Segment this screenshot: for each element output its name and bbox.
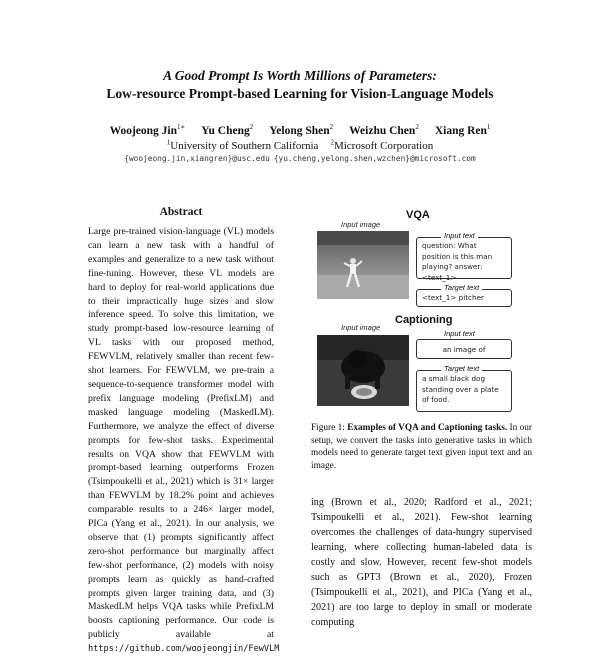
caption-input-text-box: an image of xyxy=(416,339,512,359)
abstract-text: Large pre-trained vision-language (VL) models can learn a new task with a handful of examples and generalize to a new task without fine-tuning. However, these VL models are hard to deploy for real-world applications due to their impractically huge sizes and slow inference speed. To solve this limitation, we study prompt-based low-resource learning of VL tasks with our proposed method, FEWVLM, relatively smaller than recent few-shot learners. For FEWVLM, we pre-train a sequence-to-sequence transformer model with prefix language modeling (PrefixLM) and masked language modeling (MaskedLM). Furthermore, we analyze the effect of diverse prompts for few-shot tasks. Experimental results on VQA show that FEWVLM with prompt-based learning outperforms Frozen (Tsimpoukelli et al., 2021) which is 31× larger than FEWVLM by 18.2% point and achieves comparable results to a 246× larger model, PICa (Yang et al., 2021). In our analysis, we observe that (1) prompts significantly affect zero-shot performance but marginally affect few-shot performance, (2) models with noisy prompts learn as quickly as hand-crafted prompts given larger training data, and (3) MaskedLM helps VQA tasks while PrefixLM boosts captioning performance. Our code is publicly available at xyxy=(88,226,274,641)
caption-bold: Examples of VQA and Captioning tasks. xyxy=(347,423,508,433)
vqa-heading: VQA xyxy=(406,209,430,221)
author-affiliation-mark: 1 xyxy=(486,123,491,131)
author-name: Weizhu Chen$^2$ xyxy=(349,123,419,137)
abstract-body xyxy=(88,225,280,657)
author-emails xyxy=(0,154,600,163)
paper-title-line2: Low-resource Prompt-based Learning for Vision-Language Models xyxy=(106,86,494,101)
author-affiliation-mark: 2 xyxy=(249,123,254,131)
vqa-input-image-label: Input image xyxy=(341,220,381,229)
baseball-pitcher-photo xyxy=(317,231,409,299)
author-name: Yelong Shen$^2$ xyxy=(269,123,334,137)
caption-label: Figure 1: xyxy=(311,423,345,433)
captioning-heading: Captioning xyxy=(395,314,453,326)
caption-target-text-label: Target text xyxy=(441,364,482,373)
email-address[interactable]: {woojeong.jin,xiangren}@usc.edu xyxy=(124,154,270,163)
figure-1 xyxy=(311,205,532,420)
caption-input-image-label: Input image xyxy=(341,323,381,332)
figure-1-caption xyxy=(311,422,532,472)
vqa-target-text-box: <text_1> pitcher xyxy=(416,289,512,307)
affiliation: $^1$University of Southern California xyxy=(166,138,319,152)
paper-title-line1: A Good Prompt Is Worth Millions of Parameters: xyxy=(163,68,437,83)
vqa-input-text-box: question: What position is this man playing? answer: <text_1> xyxy=(416,237,512,279)
caption-rest: In our setup, we convert the tasks into generative tasks in which models need to generate target text given input text and an image. xyxy=(311,423,533,471)
intro-paragraph: ing (Brown et al., 2020; Radford et al., 2021; Tsimpoukelli et al., 2021). Few-shot learning overcomes the challenges of data-hungry supervised learning, where collecting human-labeled data is costly and slow. However, recent few-shot models such as GPT3 (Brown et al., 2020), Frozen (Tsimpoukelli et al., 2021), and PICa (Yang et al., 2021) are too large to deploy in small or moderate computing xyxy=(311,497,532,628)
author-affiliation-mark: 2 xyxy=(329,123,334,131)
black-dog-photo xyxy=(317,335,409,406)
vqa-input-text-label: Input text xyxy=(441,231,478,240)
caption-input-image xyxy=(317,335,409,406)
author-affiliation-mark: 2 xyxy=(415,123,419,131)
author-list xyxy=(0,123,600,137)
author-name: Yu Cheng$^2$ xyxy=(201,123,254,137)
affiliations xyxy=(0,138,600,152)
author-affiliation-mark: 1∗ xyxy=(177,123,186,131)
author-name: Xiang Ren$^1$ xyxy=(434,123,491,137)
author-name: Woojeong Jin$^{1∗}$ xyxy=(109,123,186,137)
caption-input-text-label: Input text xyxy=(441,329,478,338)
code-url-link[interactable]: https://github.com/woojeongjin/FewVLM xyxy=(88,644,280,655)
vqa-target-text-label: Target text xyxy=(441,283,482,292)
email-address[interactable]: {yu.cheng,yelong.shen,wzchen}@microsoft.com xyxy=(273,154,476,163)
abstract-heading: Abstract xyxy=(159,206,203,218)
paper-title xyxy=(0,67,600,103)
caption-target-text-box: a small black dog standing over a plate of food. xyxy=(416,370,512,412)
affiliation: $^2$Microsoft Corporation xyxy=(330,138,434,152)
vqa-input-image xyxy=(317,231,409,299)
